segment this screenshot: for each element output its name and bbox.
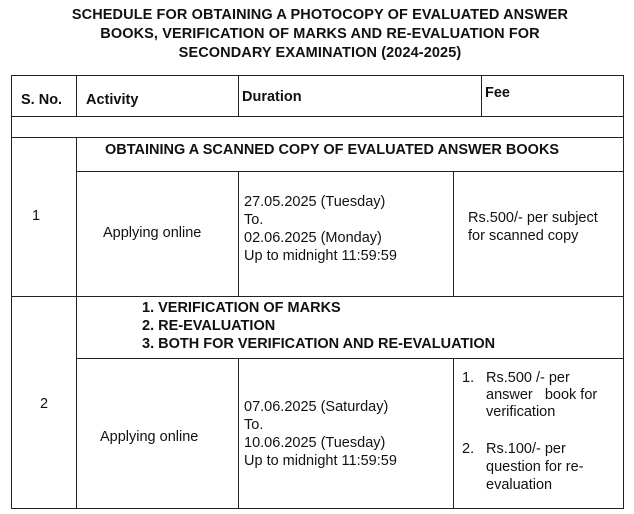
row1-fee-line: for scanned copy	[468, 228, 579, 244]
table-rule-sno-row1	[76, 137, 77, 508]
row2-fee-item-line: verification	[486, 404, 556, 420]
row2-duration-line: Up to midnight 11:59:59	[244, 453, 397, 469]
row1-sno: 1	[32, 208, 41, 224]
row1-fee-line: Rs.500/- per subject	[468, 210, 598, 226]
table-rule-row1-bottom	[11, 296, 624, 297]
row1-section-heading: OBTAINING A SCANNED COPY OF EVALUATED ANSWER BOOKS	[105, 142, 560, 158]
row2-fee-item-line: Rs.500 /- per	[486, 370, 570, 386]
table-rule-sno-header	[76, 75, 77, 116]
document-title	[20, 6, 620, 63]
row2-duration-line: 07.06.2025 (Saturday)	[244, 399, 389, 415]
row2-fee-item-number: 2.	[462, 441, 475, 457]
row1-duration-line: Up to midnight 11:59:59	[244, 248, 397, 264]
row1-duration-line: To.	[244, 212, 264, 228]
row2-fee-item-number: 1.	[462, 370, 475, 386]
table-rule-activity-header	[238, 75, 239, 116]
table-rule-bottom	[11, 508, 624, 509]
row2-section-item: 3. BOTH FOR VERIFICATION AND RE-EVALUATION	[142, 336, 496, 352]
header-duration: Duration	[242, 89, 302, 105]
table-rule-top	[11, 75, 624, 76]
table-rule-duration-header	[481, 75, 482, 116]
table-rule-spacer-bottom	[11, 137, 624, 138]
table-rule-activity-row1	[238, 171, 239, 296]
row2-fee-item-line: answer book for	[486, 387, 598, 403]
row2-section-item: 2. RE-EVALUATION	[142, 318, 276, 334]
row2-sno: 2	[40, 396, 49, 412]
table-rule-row1-heading	[76, 171, 624, 172]
row2-fee-item-line: question for re-	[486, 459, 584, 475]
title-line-2: BOOKS, VERIFICATION OF MARKS AND RE-EVALUATION FOR	[100, 26, 540, 42]
header-activity: Activity	[86, 92, 139, 108]
row2-duration-line: To.	[244, 417, 264, 433]
table-rule-activity-row2	[238, 358, 239, 508]
table-rule-duration-row1	[453, 171, 454, 296]
header-sno: S. No.	[21, 92, 63, 108]
row2-duration-line: 10.06.2025 (Tuesday)	[244, 435, 386, 451]
table-rule-left	[11, 75, 12, 509]
row2-section-item: 1. VERIFICATION OF MARKS	[142, 300, 341, 316]
row1-duration-line: 27.05.2025 (Tuesday)	[244, 194, 386, 210]
table-rule-header-bottom	[11, 116, 624, 117]
title-line-1: SCHEDULE FOR OBTAINING A PHOTOCOPY OF EVALUATED ANSWER	[71, 7, 569, 23]
header-fee: Fee	[485, 85, 510, 101]
row2-activity: Applying online	[100, 429, 199, 445]
title-line-3: SECONDARY EXAMINATION (2024-2025)	[178, 45, 462, 61]
table-rule-duration-row2	[453, 358, 454, 508]
row2-fee-item-line: evaluation	[486, 477, 553, 493]
row2-fee-item-line: Rs.100/- per	[486, 441, 566, 457]
table-rule-row2-heading	[76, 358, 624, 359]
table-rule-right	[623, 75, 624, 509]
row1-duration-line: 02.06.2025 (Monday)	[244, 230, 382, 246]
row1-activity: Applying online	[103, 225, 202, 241]
